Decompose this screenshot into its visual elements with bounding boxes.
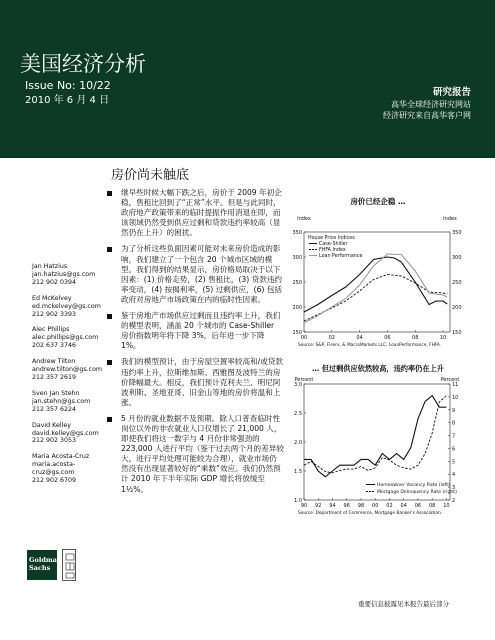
y-tick-label-right: 4 [452,472,456,479]
y-tick-label-right: 250 [452,280,462,286]
report-main-title: 美国经济分析 [20,52,146,76]
author-phone: 212 902 0394 [32,278,77,286]
x-tick-label: 94 [329,503,336,509]
x-tick-label: 08 [429,503,436,509]
author-name: Jan Hatzius [32,263,68,270]
y-tick-label-left: 1.0 [294,498,302,504]
author-email[interactable]: jan.hatzius@gs.com [32,270,96,278]
y-tick-label-right: 9 [452,407,456,414]
y-tick-label-right: 150 [452,330,462,336]
y-tick-label-left: 300 [292,255,302,261]
bullet-item: 鉴于房地产市场供应过剩而且违约率上升，我们的模型表明，涵盖 20 个城市的 Case-Shiller 房价指数明年将下降 3%，后年进一步下降 1%。 [106,311,284,351]
y-tick-label-right: 6 [452,446,456,453]
legend-title: House Price Indices [308,236,355,241]
author-email[interactable]: alec.phillips@gs.com [32,334,99,342]
y-tick-label-left: 1.5 [294,469,302,475]
y-axis-label-left: Index [297,216,311,222]
y-tick-label-right: 7 [452,433,456,440]
y-tick-label-right: 200 [452,305,462,311]
chart-source: Source: Department of Commerce, Mortgage Banker's Association. [298,511,443,516]
y-tick-label-right: 11 [452,382,459,388]
author-email[interactable]: andrew.tilton@gs.com [32,366,103,374]
x-tick-label: 00 [372,503,379,509]
y-tick-label-right: 3 [452,485,456,492]
y-tick-label-right: 8 [452,420,456,427]
series-line [304,257,447,312]
bullet-item: 我们的模型预计，由于房屋空置率较高和/或贷款违约率上升，拉斯维加斯、西雅图及波特兰的房价降幅最大。相反，我们预计克利夫兰、明尼阿波利斯、圣地亚哥、旧金山等地的房价将温和上涨。 [106,357,284,407]
x-tick-label: 90 [300,503,308,509]
x-tick-label: 02 [328,335,335,341]
legend-label: Case-Shiller [319,242,348,247]
series-line [304,396,446,473]
author-entry [32,390,104,414]
author-name: Maria Acosta-Cruz [32,453,90,461]
y-tick-label-left: 150 [292,330,302,336]
x-tick-label: 06 [414,503,422,509]
header-banner [0,0,495,158]
x-tick-label: 98 [357,503,365,509]
series-line [304,275,447,322]
author-list [32,263,104,493]
author-phone: 212 902 3053 [32,437,77,445]
x-tick-label: 10 [443,503,450,509]
y-tick-label-right: 2 [452,498,456,504]
author-email[interactable]: jan.stehn@gs.com [32,397,91,405]
y-tick-label-left: 3.0 [294,382,302,388]
chart-title: 房价已经企稳 … [350,197,406,206]
author-name: Andrew Tilton [32,358,76,366]
author-name: David Kelley [32,421,71,429]
author-name: Sven Jan Stehn [32,389,80,397]
bullet-list [106,188,284,501]
disclosure-note: 重要信息披露见本报告最后部分 [358,600,449,608]
article-headline: 房价尚未触底 [111,168,190,183]
legend-label: Homeowner Vacancy Rate (left) [377,483,450,488]
y-tick-label-left: 2.5 [294,411,302,417]
x-tick-label: 02 [386,503,393,509]
series-line [304,396,446,477]
bullet-item: 为了分析这些负面因素可能对未来房价造成的影响，我们建立了一个包含 20 个城市区域的模型。我们得到的结果显示，房价格局取决于以下因素：(1) 价格走势，(2) 售租比，(3) 贷款违约率变动，(4) 按揭利率，(5) 过剩供应，(6) 包括政府对房地产市场政策在内的临时性因素。 [106,244,284,305]
author-phone: 212 902 3393 [32,310,77,318]
x-tick-label: 92 [315,503,322,509]
y-tick-label-left: 200 [292,305,302,311]
author-entry [32,295,104,319]
author-entry [32,263,104,287]
charts-svg [288,194,468,539]
series-line [304,254,447,323]
x-tick-label: 04 [356,335,363,341]
bullet-item: 继早些时候大幅下跌之后，房价于 2009 年初企稳，售租比回到了“正常”水平。但是与此同时，政府地产政策带来的临时提振作用消退在即，而该领域仍然受到供应过剩和贷款违约率较高（显然仍在上升）的困扰。 [106,188,284,238]
y-tick-label-right: 5 [452,459,456,466]
report-date: 2010 年 6 月 4 日 [25,95,110,106]
y-axis-label-left: Percent [294,377,314,383]
author-email[interactable]: maria.acosta-cruz@gs.com [32,461,76,477]
chart-panel [288,194,468,543]
website-line-1[interactable]: 高华全球经济研究网站 [391,100,471,109]
author-name: Ed McKelvey [32,294,72,302]
x-tick-label: 08 [412,335,419,341]
y-tick-label-right: 10 [452,394,459,401]
chart-title: … 但过剩供应依然较高，违约率仍在上升 [312,364,444,373]
goldman-sachs-logo [27,550,62,580]
author-phone: 212 357 2619 [32,373,77,381]
author-entry [32,453,104,485]
issue-number: Issue No: 10/22 [25,79,111,92]
author-email[interactable]: david.kelley@gs.com [32,429,99,437]
x-tick-label: 10 [439,335,447,341]
bullet-item: 5 月份的就业数据不及预期。除人口普查临时性岗位以外的非农就业人口仅增长了 21,000 人，即使我们将这一数字与 4 月份非常强劲的 223,000 人进行平均（鉴于过去两个月的差异较大，进行平均处理可能较为合理），就业市场仍然没有出现显著较好的“乘数”效应。我们仍然预计 2010 年下半年实际 GDP 增长将放缓至 1½%。 [106,414,284,495]
y-tick-label-left: 350 [292,230,302,236]
author-entry [32,422,104,446]
author-name: Alec Phillips [32,326,70,334]
x-tick-label: 04 [400,503,407,509]
gaohua-seal-logo [62,549,76,581]
author-phone: 212 902 6709 [32,477,77,485]
logo-text: Goldman Sachs [29,556,62,572]
x-tick-label: 00 [300,335,308,341]
legend-label: Mortgage Delinquency Rate (right) [377,490,457,495]
x-tick-label: 06 [384,335,391,341]
x-tick-label: 96 [343,503,350,509]
chart-source: Source: S&P, Fiserv, & MacroMarkets LLC, LoanPerformance, FHFA. [298,343,442,348]
author-entry [32,326,104,350]
author-entry [32,358,104,382]
y-tick-label-left: 250 [292,280,302,286]
seal-glyph-icon [63,550,77,582]
website-line-2[interactable]: 经济研究来自高华客户网 [383,111,471,120]
y-axis-label-right: Percent [440,377,460,383]
author-phone: 212 357 6224 [32,405,77,413]
legend-label: Loan Performance [319,254,363,259]
plot-frame [304,232,450,332]
y-tick-label-left: 2.0 [294,440,302,446]
author-email[interactable]: ed.mckelvey@gs.com [32,302,101,310]
y-tick-label-right: 350 [452,230,462,236]
y-axis-label-right: Index [443,216,457,222]
y-tick-label-right: 300 [452,255,462,261]
legend-label: FHFA Index [319,248,346,253]
author-phone: 202 637 3746 [32,342,77,350]
report-type-label: 研究报告 [432,87,471,98]
